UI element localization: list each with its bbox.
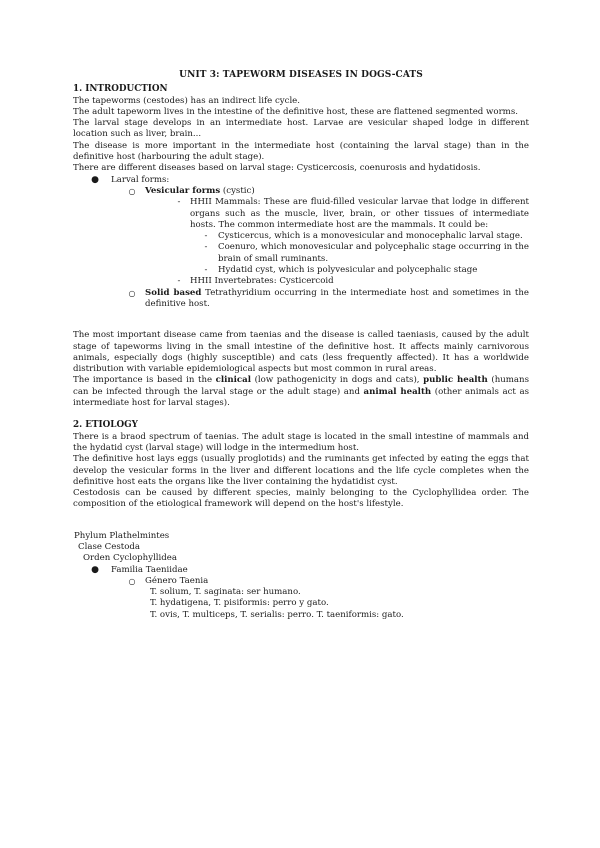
list-item-genero bbox=[73, 576, 529, 587]
animal-health-bold: animal health bbox=[363, 386, 432, 397]
bullet-disc-icon: ● bbox=[91, 564, 99, 575]
intro-paragraph-3: The larval stage develops in an intermediate host. Larvae are vesicular shaped lodge in different location such as liver, brain... bbox=[73, 118, 529, 140]
bullet-disc-icon: ● bbox=[91, 174, 99, 185]
taxonomy-familia: Familia Taeniidae bbox=[111, 564, 188, 575]
hhii-invertebrates-text: HHII Invertebrates: Cysticercoid bbox=[190, 276, 334, 287]
taxonomy-species-1: T. solium, T. saginata: ser humano. bbox=[150, 587, 301, 598]
taxonomy-species-3: T. ovis, T. multiceps, T. serialis: perro. T. taeniformis: gato. bbox=[150, 609, 404, 620]
list-item-familia bbox=[73, 565, 529, 576]
taxonomy-orden: Orden Cyclophyllidea bbox=[83, 553, 178, 564]
bullet-dash-icon: - bbox=[177, 197, 181, 208]
vesicular-forms-bold: Vesicular forms bbox=[145, 185, 221, 196]
list-item-vesicular-forms bbox=[73, 186, 529, 197]
bullet-dash-icon: - bbox=[204, 242, 208, 253]
solid-based-rest: Tetrathyridium occurring in the intermediate host and sometimes in the definitive host. bbox=[145, 287, 529, 309]
bullet-circle-icon: ○ bbox=[128, 576, 136, 586]
clinical-bold: clinical bbox=[215, 375, 251, 386]
bullet-circle-icon: ○ bbox=[128, 288, 136, 298]
bullet-circle-icon: ○ bbox=[128, 186, 136, 196]
list-item-coenuro bbox=[73, 242, 529, 265]
solid-based-bold: Solid based bbox=[145, 287, 202, 298]
section-heading-etiology: 2. ETIOLOGY bbox=[73, 420, 138, 431]
hhii-mammals-text: HHII Mammals: These are fluid-filled vesicular larvae that lodge in different organs such as the muscle, liver, brain, or other tissues of intermediate hosts. The common intermediate host are the mammals. It could be: bbox=[190, 197, 529, 230]
cysticercus-text: Cysticercus, which is a monovesicular and monocephalic larval stage. bbox=[218, 231, 523, 242]
intro-paragraph-7: The importance is based in the clinical (low pathogenicity in dogs and cats), public health (humans can be infected through the larval stage or the adult stage) and animal health (other animals act as intermediate host for larval stages). bbox=[73, 375, 529, 409]
bullet-dash-icon: - bbox=[177, 276, 181, 287]
etiology-paragraph-2: The definitive host lays eggs (usually proglotids) and the ruminants get infected by eating the eggs that develop the vesicular forms in the liver and different locations and the life cycle completes when the definitive host eats the organs like the liver containing the hydatidist cyst. bbox=[73, 454, 529, 487]
document-title: UNIT 3: TAPEWORM DISEASES IN DOGS-CATS bbox=[179, 70, 423, 80]
taxonomy-phylum: Phylum Plathelmintes bbox=[74, 530, 170, 541]
intro-paragraph-1: The tapeworms (cestodes) has an indirect life cycle. bbox=[73, 95, 301, 106]
intro-paragraph-4: The disease is more important in the intermediate host (containing the larval stage) than in the definitive host (harbouring the adult stage). bbox=[73, 140, 529, 163]
larval-forms-label: Larval forms: bbox=[111, 174, 170, 185]
etiology-paragraph-1: There is a braod spectrum of taenias. The adult stage is located in the small intestine of mammals and the hydatid cyst (larval stage) will lodge in the intermedium host. bbox=[73, 431, 529, 453]
taxonomy-genero: Género Taenia bbox=[145, 575, 209, 586]
etiology-paragraph-3: Cestodosis can be caused by different species, mainly belonging to the Cyclophyllidea order. The composition of the etiological framework will depend on the host's lifestyle. bbox=[73, 488, 529, 510]
taxonomy-species-2: T. hydatigena, T. pisiformis: perro y gato. bbox=[150, 598, 329, 609]
intro-paragraph-5: There are different diseases based on larval stage: Cysticercosis, coenurosis and hydatidosis. bbox=[73, 163, 481, 174]
coenuro-text: Coenuro, which monovesicular and polycephalic stage occurring in the brain of small ruminants. bbox=[218, 242, 529, 264]
public-health-bold: public health bbox=[423, 375, 488, 386]
list-item-solid-based bbox=[73, 288, 529, 311]
bullet-dash-icon: - bbox=[204, 231, 208, 242]
intro-paragraph-6: The most important disease came from taenias and the disease is called taeniasis, caused by the adult stage of tapeworms living in the small intestine of the definitive host. It affects mainly carnivorous animals, especially dogs (highly susceptible) and cats (less frequently affected). It has a worldwide distribution with variable epidemiological aspects but most common in rural areas. bbox=[73, 330, 529, 375]
section-heading-introduction: 1. INTRODUCTION bbox=[73, 84, 168, 95]
list-item-hydatid-cyst bbox=[73, 265, 529, 276]
hydatid-cyst-text: Hydatid cyst, which is polyvesicular and polycephalic stage bbox=[218, 265, 478, 276]
taxonomy-clase: Clase Cestoda bbox=[78, 541, 140, 552]
list-item-cysticercus bbox=[73, 231, 529, 242]
document-page bbox=[73, 70, 529, 621]
list-item-larval-forms bbox=[73, 175, 529, 186]
list-item-hhii-mammals bbox=[73, 197, 529, 231]
intro-paragraph-2: The adult tapeworm lives in the intestine of the definitive host, these are flattened segmented worms. bbox=[73, 106, 518, 117]
list-item-hhii-invertebrates bbox=[73, 276, 529, 287]
vesicular-forms-rest: (cystic) bbox=[220, 185, 255, 196]
bullet-dash-icon: - bbox=[204, 265, 208, 276]
